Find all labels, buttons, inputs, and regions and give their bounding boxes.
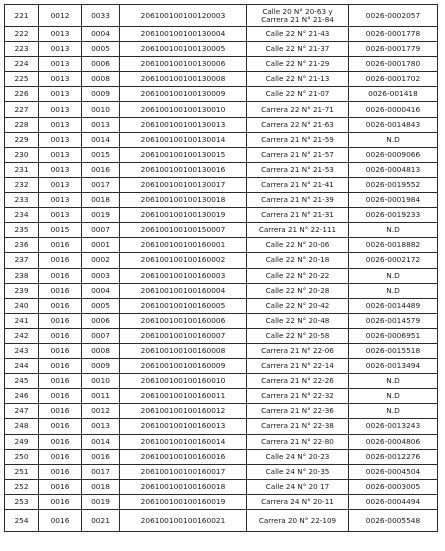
- registration-code-cell: N.D: [349, 374, 438, 389]
- cadastral-number-cell: 206100100100130017: [120, 177, 247, 192]
- table-row: [5, 208, 438, 223]
- block-cell: 0016: [39, 268, 82, 283]
- block-cell: 0013: [39, 72, 82, 87]
- registration-code-cell: 0026-0002057: [349, 5, 438, 27]
- registration-code-cell: 0026-0014579: [349, 313, 438, 328]
- cadastral-number-cell: 206100100100160011: [120, 389, 247, 404]
- table-row: [5, 117, 438, 132]
- cadastral-number-cell: 206100100100160017: [120, 464, 247, 479]
- address-cell: Carrera 21 N° 21-57: [247, 147, 349, 162]
- lot-cell: 0007: [82, 223, 120, 238]
- cadastral-number-cell: 206100100100160005: [120, 298, 247, 313]
- cadastral-number-cell: 206100100100160012: [120, 404, 247, 419]
- cadastral-number-cell: 206100100100160001: [120, 238, 247, 253]
- row-number-cell: 253: [5, 494, 39, 509]
- cadastral-number-cell: 206100100100150007: [120, 223, 247, 238]
- lot-cell: 0015: [82, 147, 120, 162]
- cadastral-number-cell: 206100100100130014: [120, 132, 247, 147]
- cadastral-number-cell: 206100100100130010: [120, 102, 247, 117]
- registration-code-cell: 0026-0001778: [349, 27, 438, 42]
- lot-cell: 0010: [82, 102, 120, 117]
- lot-cell: 0013: [82, 117, 120, 132]
- registration-code-cell: 0026-0001702: [349, 72, 438, 87]
- block-cell: 0013: [39, 208, 82, 223]
- row-number-cell: 234: [5, 208, 39, 223]
- row-number-cell: 251: [5, 464, 39, 479]
- block-cell: 0012: [39, 5, 82, 27]
- lot-cell: 0005: [82, 42, 120, 57]
- table-row: [5, 419, 438, 434]
- block-cell: 0013: [39, 162, 82, 177]
- row-number-cell: 232: [5, 177, 39, 192]
- registration-code-cell: 0026-0014489: [349, 298, 438, 313]
- lot-cell: 0012: [82, 404, 120, 419]
- row-number-cell: 228: [5, 117, 39, 132]
- row-number-cell: 221: [5, 5, 39, 27]
- table-row: [5, 5, 438, 27]
- lot-cell: 0017: [82, 464, 120, 479]
- lot-cell: 0001: [82, 238, 120, 253]
- block-cell: 0016: [39, 359, 82, 374]
- lot-cell: 0019: [82, 494, 120, 509]
- block-cell: 0016: [39, 238, 82, 253]
- block-cell: 0016: [39, 494, 82, 509]
- block-cell: 0013: [39, 193, 82, 208]
- address-cell: Calle 22 N° 21-37: [247, 42, 349, 57]
- property-table-body: [5, 5, 438, 532]
- table-row: [5, 268, 438, 283]
- address-cell: Carrera 22 N° 21-63: [247, 117, 349, 132]
- lot-cell: 0002: [82, 253, 120, 268]
- row-number-cell: 245: [5, 374, 39, 389]
- row-number-cell: 252: [5, 479, 39, 494]
- row-number-cell: 241: [5, 313, 39, 328]
- table-row: [5, 494, 438, 509]
- block-cell: 0016: [39, 404, 82, 419]
- cadastral-number-cell: 206100100100130004: [120, 27, 247, 42]
- address-cell: Carrera 21 N° 22-32: [247, 389, 349, 404]
- registration-code-cell: 0026-0005548: [349, 510, 438, 532]
- table-row: [5, 238, 438, 253]
- lot-cell: 0011: [82, 389, 120, 404]
- registration-code-cell: 0026-0019552: [349, 177, 438, 192]
- address-cell: Carrera 21 N° 22-26: [247, 374, 349, 389]
- registration-code-cell: 0026-0001984: [349, 193, 438, 208]
- address-cell: Carrera 21 N° 21-31: [247, 208, 349, 223]
- table-row: [5, 404, 438, 419]
- row-number-cell: 235: [5, 223, 39, 238]
- lot-cell: 0004: [82, 283, 120, 298]
- lot-cell: 0033: [82, 5, 120, 27]
- table-row: [5, 42, 438, 57]
- cadastral-number-cell: 206100100100130013: [120, 117, 247, 132]
- registration-code-cell: 0026-0012276: [349, 449, 438, 464]
- property-table: [4, 4, 438, 532]
- row-number-cell: 239: [5, 283, 39, 298]
- block-cell: 0013: [39, 147, 82, 162]
- cadastral-number-cell: 206100100100130009: [120, 87, 247, 102]
- row-number-cell: 226: [5, 87, 39, 102]
- row-number-cell: 254: [5, 510, 39, 532]
- block-cell: 0013: [39, 132, 82, 147]
- table-row: [5, 253, 438, 268]
- table-row: [5, 223, 438, 238]
- row-number-cell: 231: [5, 162, 39, 177]
- lot-cell: 0018: [82, 479, 120, 494]
- block-cell: 0013: [39, 102, 82, 117]
- address-cell: Carrera 22 N° 21-71: [247, 102, 349, 117]
- block-cell: 0016: [39, 449, 82, 464]
- table-row: [5, 162, 438, 177]
- registration-code-cell: 0026-0004813: [349, 162, 438, 177]
- cadastral-number-cell: 206100100100160016: [120, 449, 247, 464]
- block-cell: 0016: [39, 419, 82, 434]
- row-number-cell: 233: [5, 193, 39, 208]
- address-cell: Carrera 21 N° 21-39: [247, 193, 349, 208]
- table-row: [5, 193, 438, 208]
- row-number-cell: 238: [5, 268, 39, 283]
- table-row: [5, 389, 438, 404]
- address-cell: Calle 22 N° 20-42: [247, 298, 349, 313]
- cadastral-number-cell: 206100100100160003: [120, 268, 247, 283]
- row-number-cell: 237: [5, 253, 39, 268]
- address-cell: Calle 22 N° 20-18: [247, 253, 349, 268]
- table-row: [5, 283, 438, 298]
- table-row: [5, 374, 438, 389]
- cadastral-number-cell: 206100100100130016: [120, 162, 247, 177]
- row-number-cell: 246: [5, 389, 39, 404]
- row-number-cell: 249: [5, 434, 39, 449]
- lot-cell: 0016: [82, 162, 120, 177]
- registration-code-cell: 0026-0002172: [349, 253, 438, 268]
- registration-code-cell: N.D: [349, 268, 438, 283]
- lot-cell: 0004: [82, 27, 120, 42]
- table-row: [5, 27, 438, 42]
- cadastral-number-cell: 206100100100160002: [120, 253, 247, 268]
- address-cell: Calle 22 N° 20-28: [247, 283, 349, 298]
- registration-code-cell: N.D: [349, 283, 438, 298]
- address-cell: Calle 22 N° 21-29: [247, 57, 349, 72]
- cadastral-number-cell: 206100100100160018: [120, 479, 247, 494]
- registration-code-cell: 0026-0015518: [349, 343, 438, 358]
- lot-cell: 0018: [82, 193, 120, 208]
- block-cell: 0013: [39, 57, 82, 72]
- registration-code-cell: 0026-0003005: [349, 479, 438, 494]
- address-cell: Calle 20 N° 20-63 y Carrera 21 N° 21-84: [247, 5, 349, 27]
- lot-cell: 0008: [82, 72, 120, 87]
- address-cell: Carrera 21 N° 22-14: [247, 359, 349, 374]
- registration-code-cell: 0026-0006951: [349, 328, 438, 343]
- cadastral-number-cell: 206100100100130008: [120, 72, 247, 87]
- lot-cell: 0006: [82, 313, 120, 328]
- cadastral-number-cell: 206100100100160009: [120, 359, 247, 374]
- registration-code-cell: N.D: [349, 132, 438, 147]
- table-row: [5, 57, 438, 72]
- row-number-cell: 236: [5, 238, 39, 253]
- row-number-cell: 240: [5, 298, 39, 313]
- row-number-cell: 222: [5, 27, 39, 42]
- row-number-cell: 229: [5, 132, 39, 147]
- block-cell: 0016: [39, 283, 82, 298]
- lot-cell: 0010: [82, 374, 120, 389]
- cadastral-number-cell: 206100100100160006: [120, 313, 247, 328]
- block-cell: 0016: [39, 313, 82, 328]
- cadastral-number-cell: 206100100100160014: [120, 434, 247, 449]
- address-cell: Carrera 21 N° 21-59: [247, 132, 349, 147]
- row-number-cell: 227: [5, 102, 39, 117]
- cadastral-number-cell: 206100100100130018: [120, 193, 247, 208]
- cadastral-number-cell: 206100100100160004: [120, 283, 247, 298]
- table-row: [5, 328, 438, 343]
- table-row: [5, 434, 438, 449]
- lot-cell: 0005: [82, 298, 120, 313]
- address-cell: Carrera 21 N° 21-41: [247, 177, 349, 192]
- lot-cell: 0014: [82, 132, 120, 147]
- registration-code-cell: 0026-0013494: [349, 359, 438, 374]
- cadastral-number-cell: 206100100100160010: [120, 374, 247, 389]
- row-number-cell: 225: [5, 72, 39, 87]
- block-cell: 0016: [39, 479, 82, 494]
- block-cell: 0013: [39, 117, 82, 132]
- table-row: [5, 343, 438, 358]
- registration-code-cell: 0026-0001780: [349, 57, 438, 72]
- lot-cell: 0007: [82, 328, 120, 343]
- table-row: [5, 102, 438, 117]
- cadastral-number-cell: 206100100100130005: [120, 42, 247, 57]
- table-row: [5, 464, 438, 479]
- block-cell: 0013: [39, 27, 82, 42]
- table-row: [5, 72, 438, 87]
- row-number-cell: 243: [5, 343, 39, 358]
- table-row: [5, 298, 438, 313]
- row-number-cell: 223: [5, 42, 39, 57]
- address-cell: Calle 24 N° 20-23: [247, 449, 349, 464]
- table-row: [5, 479, 438, 494]
- address-cell: Carrera 21 N° 22-06: [247, 343, 349, 358]
- row-number-cell: 242: [5, 328, 39, 343]
- block-cell: 0016: [39, 328, 82, 343]
- registration-code-cell: N.D: [349, 389, 438, 404]
- registration-code-cell: 0026-0013243: [349, 419, 438, 434]
- cadastral-number-cell: 206100100100160021: [120, 510, 247, 532]
- lot-cell: 0013: [82, 419, 120, 434]
- address-cell: Calle 24 N° 20 17: [247, 479, 349, 494]
- block-cell: 0016: [39, 298, 82, 313]
- block-cell: 0015: [39, 223, 82, 238]
- lot-cell: 0009: [82, 87, 120, 102]
- table-row: [5, 177, 438, 192]
- cadastral-number-cell: 206100100100120003: [120, 5, 247, 27]
- registration-code-cell: 0026-0004806: [349, 434, 438, 449]
- address-cell: Calle 22 N° 21-43: [247, 27, 349, 42]
- address-cell: Carrera 21 N° 22-36: [247, 404, 349, 419]
- address-cell: Carrera 21 N° 22-80: [247, 434, 349, 449]
- registration-code-cell: 0026-0004504: [349, 464, 438, 479]
- block-cell: 0013: [39, 42, 82, 57]
- lot-cell: 0016: [82, 449, 120, 464]
- address-cell: Carrera 20 N° 22-109: [247, 510, 349, 532]
- row-number-cell: 247: [5, 404, 39, 419]
- cadastral-number-cell: 206100100100130015: [120, 147, 247, 162]
- address-cell: Calle 22 N° 20-58: [247, 328, 349, 343]
- table-row: [5, 510, 438, 532]
- block-cell: 0016: [39, 389, 82, 404]
- row-number-cell: 244: [5, 359, 39, 374]
- cadastral-number-cell: 206100100100160008: [120, 343, 247, 358]
- table-row: [5, 313, 438, 328]
- registration-code-cell: N.D: [349, 404, 438, 419]
- address-cell: Calle 22 N° 21-07: [247, 87, 349, 102]
- address-cell: Calle 22 N° 20-06: [247, 238, 349, 253]
- address-cell: Calle 22 N° 20-48: [247, 313, 349, 328]
- registration-code-cell: 0026-0009066: [349, 147, 438, 162]
- block-cell: 0013: [39, 87, 82, 102]
- row-number-cell: 230: [5, 147, 39, 162]
- registration-code-cell: 0026-001418: [349, 87, 438, 102]
- table-row: [5, 147, 438, 162]
- row-number-cell: 224: [5, 57, 39, 72]
- address-cell: Carrera 21 N° 21-53: [247, 162, 349, 177]
- lot-cell: 0008: [82, 343, 120, 358]
- row-number-cell: 248: [5, 419, 39, 434]
- lot-cell: 0019: [82, 208, 120, 223]
- row-number-cell: 250: [5, 449, 39, 464]
- block-cell: 0016: [39, 510, 82, 532]
- registration-code-cell: 0026-0000416: [349, 102, 438, 117]
- cadastral-number-cell: 206100100100160013: [120, 419, 247, 434]
- address-cell: Calle 22 N° 20-22: [247, 268, 349, 283]
- address-cell: Calle 22 N° 21-13: [247, 72, 349, 87]
- table-row: [5, 87, 438, 102]
- lot-cell: 0021: [82, 510, 120, 532]
- cadastral-number-cell: 206100100100160019: [120, 494, 247, 509]
- registration-code-cell: 0026-0019233: [349, 208, 438, 223]
- registration-code-cell: 0026-0014843: [349, 117, 438, 132]
- lot-cell: 0014: [82, 434, 120, 449]
- lot-cell: 0017: [82, 177, 120, 192]
- block-cell: 0016: [39, 343, 82, 358]
- address-cell: Carrera 24 N° 20-11: [247, 494, 349, 509]
- lot-cell: 0006: [82, 57, 120, 72]
- cadastral-number-cell: 206100100100160007: [120, 328, 247, 343]
- block-cell: 0013: [39, 177, 82, 192]
- cadastral-number-cell: 206100100100130006: [120, 57, 247, 72]
- cadastral-number-cell: 206100100100130019: [120, 208, 247, 223]
- address-cell: Calle 24 N° 20-35: [247, 464, 349, 479]
- registration-code-cell: 0026-0004494: [349, 494, 438, 509]
- registration-code-cell: N.D: [349, 223, 438, 238]
- block-cell: 0016: [39, 464, 82, 479]
- table-row: [5, 449, 438, 464]
- lot-cell: 0003: [82, 268, 120, 283]
- table-row: [5, 359, 438, 374]
- block-cell: 0016: [39, 434, 82, 449]
- address-cell: Carrera 21 N° 22-111: [247, 223, 349, 238]
- lot-cell: 0009: [82, 359, 120, 374]
- registration-code-cell: 0026-0018882: [349, 238, 438, 253]
- block-cell: 0016: [39, 253, 82, 268]
- table-row: [5, 132, 438, 147]
- block-cell: 0016: [39, 374, 82, 389]
- address-cell: Carrera 21 N° 22-38: [247, 419, 349, 434]
- registration-code-cell: 0026-0001779: [349, 42, 438, 57]
